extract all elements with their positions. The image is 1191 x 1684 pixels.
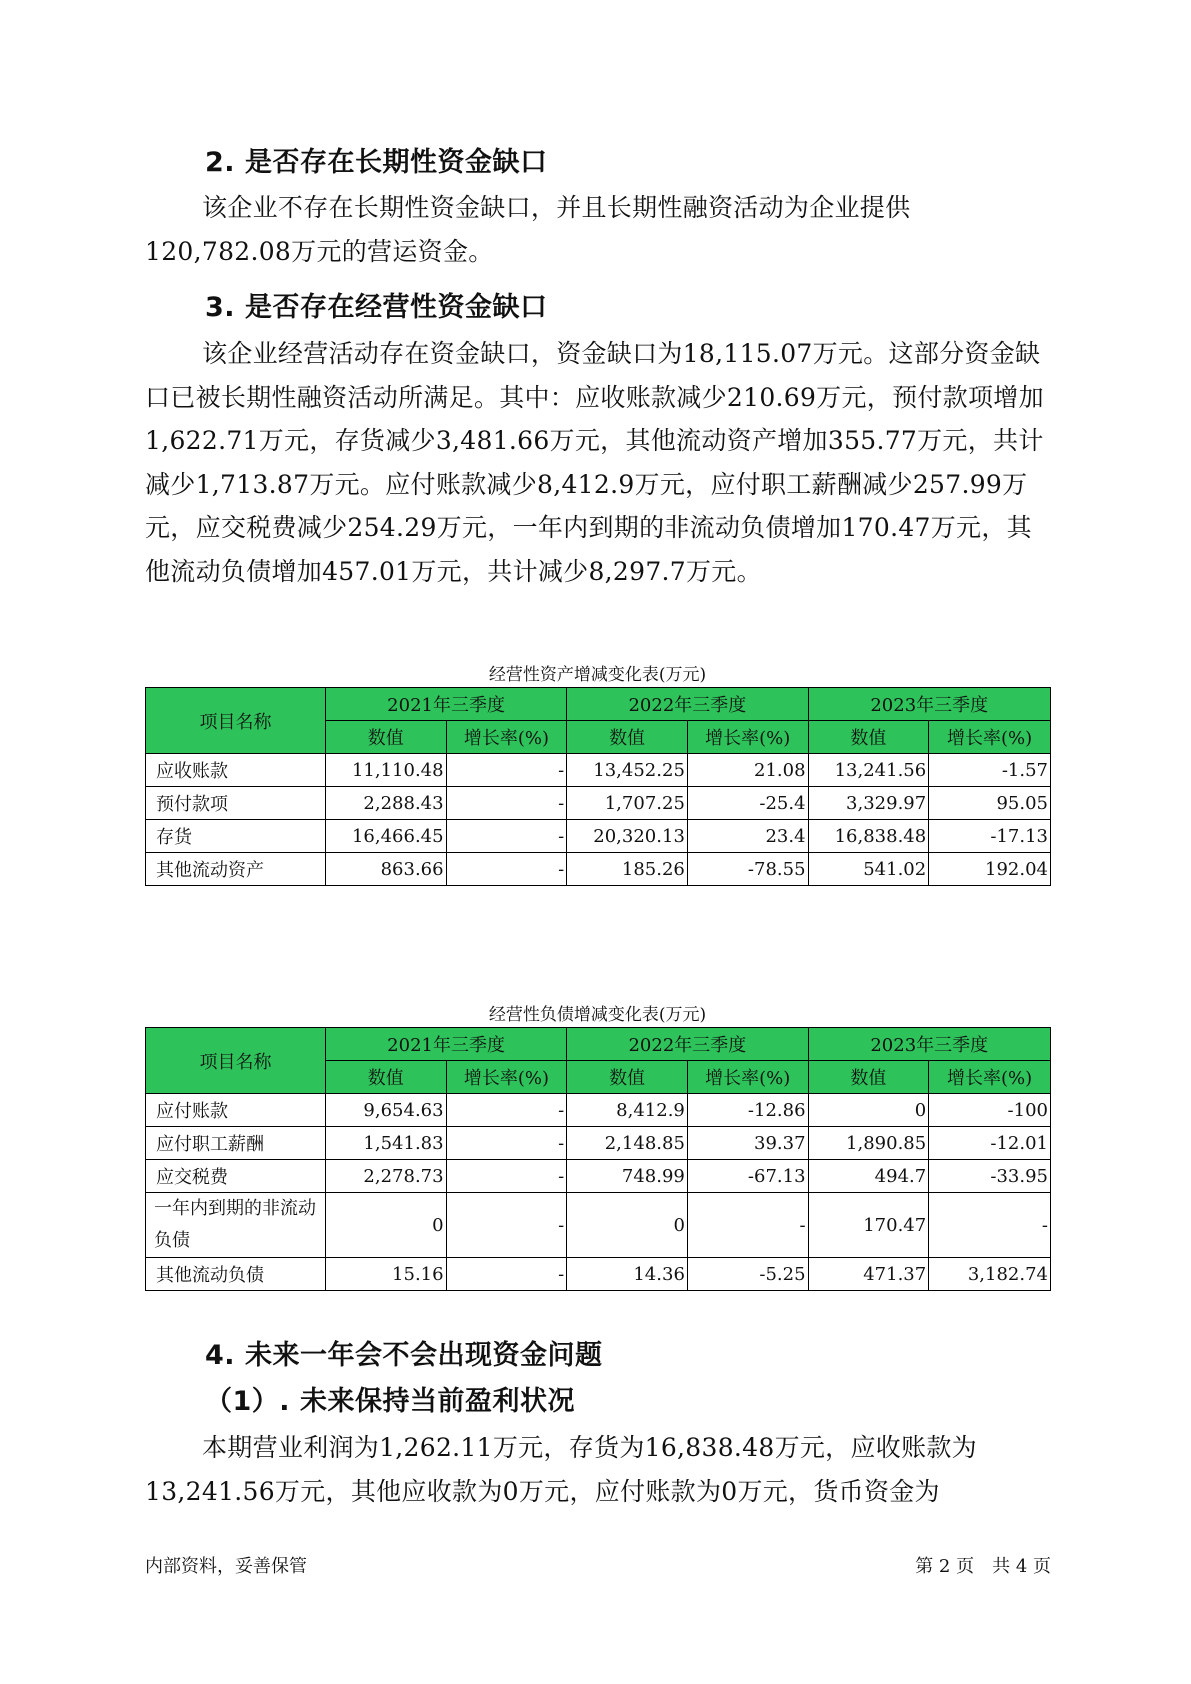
cell-value-2023: 3,329.97: [808, 787, 929, 820]
cell-growth-2023: 95.05: [929, 787, 1051, 820]
header-value: 数值: [325, 1061, 446, 1094]
cell-growth-2021: -: [446, 1094, 567, 1127]
table-row: [146, 1160, 1051, 1193]
cell-value-2021: 11,110.48: [325, 754, 446, 787]
asset-table: [145, 687, 1051, 886]
cell-value-2021: 2,278.73: [325, 1160, 446, 1193]
table-row: [146, 1127, 1051, 1160]
heading-4-1: （1）. 未来保持当前盈利状况: [205, 1386, 575, 1417]
cell-value-2022: 20,320.13: [567, 820, 688, 853]
cell-growth-2022: -78.55: [687, 853, 808, 886]
cell-growth-2023: 192.04: [929, 853, 1051, 886]
row-name: 应收账款: [146, 754, 326, 787]
cell-value-2021: 16,466.45: [325, 820, 446, 853]
cell-growth-2023: -17.13: [929, 820, 1051, 853]
cell-growth-2023: 3,182.74: [929, 1258, 1051, 1291]
header-year-2021: 2021年三季度: [325, 1028, 566, 1061]
cell-value-2022: 13,452.25: [567, 754, 688, 787]
header-growth: 增长率(%): [687, 721, 808, 754]
table-row: [146, 853, 1051, 886]
cell-value-2022: 185.26: [567, 853, 688, 886]
cell-growth-2021: -: [446, 1193, 567, 1258]
header-value: 数值: [325, 721, 446, 754]
paragraph-profit-status: 本期营业利润为1,262.11万元，存货为16,838.48万元，应收账款为13,241.56万元，其他应收款为0万元，应付账款为0万元，货币资金为: [145, 1433, 977, 1506]
header-value: 数值: [567, 721, 688, 754]
header-growth: 增长率(%): [446, 721, 567, 754]
row-name: 预付款项: [146, 787, 326, 820]
cell-value-2021: 15.16: [325, 1258, 446, 1291]
header-value: 数值: [808, 721, 929, 754]
heading-4: 4. 未来一年会不会出现资金问题: [205, 1340, 603, 1371]
cell-growth-2022: -67.13: [687, 1160, 808, 1193]
table-row: [146, 787, 1051, 820]
cell-growth-2021: -: [446, 787, 567, 820]
cell-value-2021: 2,288.43: [325, 787, 446, 820]
cell-value-2023: 16,838.48: [808, 820, 929, 853]
footer-left: 内部资料，妥善保管: [145, 1556, 307, 1577]
cell-value-2022: 8,412.9: [567, 1094, 688, 1127]
cell-growth-2021: -: [446, 1258, 567, 1291]
cell-value-2021: 0: [325, 1193, 446, 1258]
cell-value-2022: 0: [567, 1193, 688, 1258]
paragraph-operating-gap: 该企业经营活动存在资金缺口，资金缺口为18,115.07万元。这部分资金缺口已被长期性融资活动所满足。其中：应收账款减少210.69万元，预付款项增加1,622.71万元，存货减少3,481.66万元，其他流动资产增加355.77万元，共计减少1,713.87万元。应付账款减少8,412.9万元，应付职工薪酬减少257.99万元，应交税费减少254.29万元，一年内到期的非流动负债增加170.47万元，其他流动负债增加457.01万元，共计减少8,297.7万元。: [145, 339, 1044, 586]
header-year-2023: 2023年三季度: [808, 688, 1050, 721]
cell-growth-2022: -5.25: [687, 1258, 808, 1291]
cell-growth-2021: -: [446, 1127, 567, 1160]
cell-growth-2023: -12.01: [929, 1127, 1051, 1160]
cell-growth-2021: -: [446, 853, 567, 886]
row-name: 其他流动负债: [146, 1258, 326, 1291]
cell-growth-2023: -33.95: [929, 1160, 1051, 1193]
paragraph-long-term-gap: 该企业不存在长期性资金缺口，并且长期性融资活动为企业提供120,782.08万元的营运资金。: [145, 193, 911, 266]
cell-value-2021: 9,654.63: [325, 1094, 446, 1127]
cell-growth-2021: -: [446, 754, 567, 787]
cell-growth-2022: 39.37: [687, 1127, 808, 1160]
row-name: 应交税费: [146, 1160, 326, 1193]
table-row: [146, 820, 1051, 853]
header-year-2022: 2022年三季度: [567, 1028, 808, 1061]
cell-growth-2023: -1.57: [929, 754, 1051, 787]
header-year-2021: 2021年三季度: [325, 688, 566, 721]
row-name: 一年内到期的非流动负债: [146, 1193, 326, 1258]
cell-growth-2023: -: [929, 1193, 1051, 1258]
cell-growth-2021: -: [446, 1160, 567, 1193]
cell-growth-2022: -25.4: [687, 787, 808, 820]
asset-table-caption: 经营性资产增减变化表(万元): [488, 665, 707, 685]
table-row: [146, 1258, 1051, 1291]
header-year-2023: 2023年三季度: [808, 1028, 1050, 1061]
header-growth: 增长率(%): [929, 721, 1051, 754]
cell-growth-2022: 21.08: [687, 754, 808, 787]
cell-growth-2021: -: [446, 820, 567, 853]
liability-table-caption: 经营性负债增减变化表(万元): [488, 1005, 707, 1025]
cell-value-2021: 1,541.83: [325, 1127, 446, 1160]
heading-3: 3. 是否存在经营性资金缺口: [205, 292, 548, 323]
cell-value-2022: 2,148.85: [567, 1127, 688, 1160]
cell-value-2023: 494.7: [808, 1160, 929, 1193]
header-growth: 增长率(%): [929, 1061, 1051, 1094]
cell-value-2023: 541.02: [808, 853, 929, 886]
cell-growth-2022: 23.4: [687, 820, 808, 853]
header-item-name: 项目名称: [146, 1028, 326, 1094]
cell-value-2023: 1,890.85: [808, 1127, 929, 1160]
cell-value-2023: 471.37: [808, 1258, 929, 1291]
header-value: 数值: [808, 1061, 929, 1094]
row-name: 其他流动资产: [146, 853, 326, 886]
cell-value-2022: 1,707.25: [567, 787, 688, 820]
row-name: 应付账款: [146, 1094, 326, 1127]
cell-value-2022: 14.36: [567, 1258, 688, 1291]
heading-2: 2. 是否存在长期性资金缺口: [205, 147, 548, 178]
liability-table: [145, 1027, 1051, 1291]
header-item-name: 项目名称: [146, 688, 326, 754]
table-row: [146, 754, 1051, 787]
cell-value-2023: 0: [808, 1094, 929, 1127]
row-name: 应付职工薪酬: [146, 1127, 326, 1160]
header-year-2022: 2022年三季度: [567, 688, 808, 721]
header-value: 数值: [567, 1061, 688, 1094]
cell-growth-2023: -100: [929, 1094, 1051, 1127]
cell-value-2023: 13,241.56: [808, 754, 929, 787]
table-row: [146, 1094, 1051, 1127]
cell-growth-2022: -12.86: [687, 1094, 808, 1127]
cell-growth-2022: -: [687, 1193, 808, 1258]
header-growth: 增长率(%): [446, 1061, 567, 1094]
row-name: 存货: [146, 820, 326, 853]
cell-value-2022: 748.99: [567, 1160, 688, 1193]
footer-page-number: 第 2 页 共 4 页: [915, 1556, 1051, 1577]
cell-value-2021: 863.66: [325, 853, 446, 886]
table-row: [146, 1193, 1051, 1258]
header-growth: 增长率(%): [687, 1061, 808, 1094]
cell-value-2023: 170.47: [808, 1193, 929, 1258]
